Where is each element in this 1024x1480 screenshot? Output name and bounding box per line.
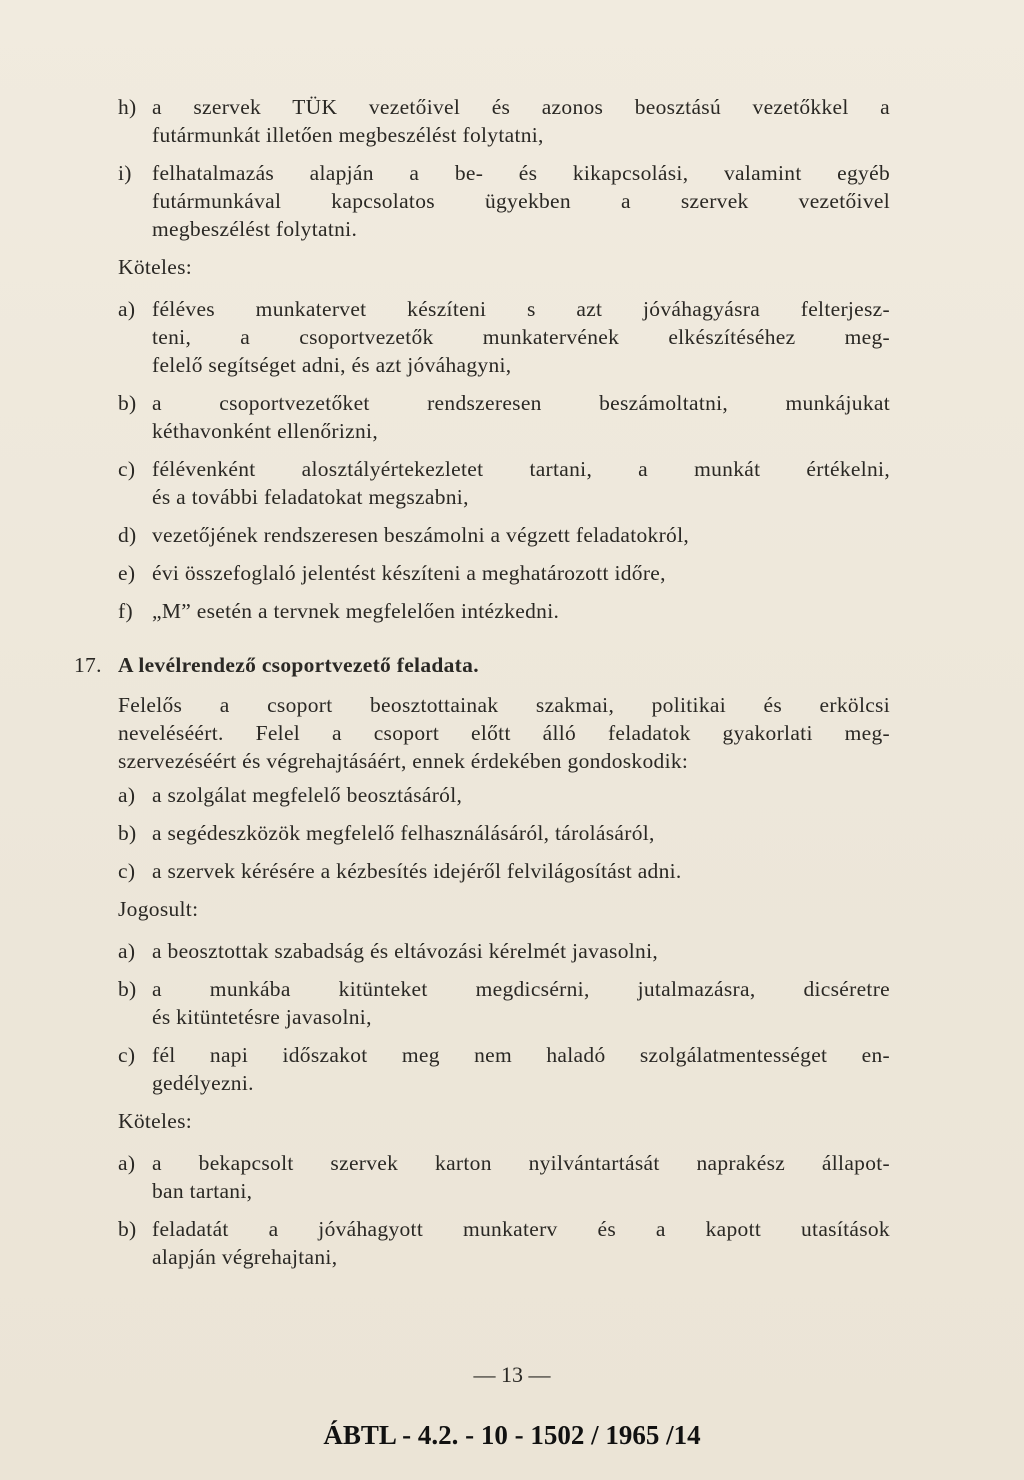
- section-number: 17.: [74, 653, 102, 677]
- list-item-marker: a): [118, 1151, 136, 1175]
- list-jogosult: [118, 937, 890, 1097]
- list-item-text: [152, 1041, 890, 1097]
- list-item-text: [152, 295, 890, 379]
- text-line: évi összefoglaló jelentést készíteni a meghatározott időre,: [152, 561, 666, 585]
- list-item-text: [152, 521, 890, 549]
- list-item-marker: c): [118, 1043, 136, 1067]
- text-line: a szervek kérésére a kézbesítés idejéről felvilágosítást adni.: [152, 859, 682, 883]
- text-line: felhatalmazás alapján a be- és kikapcsolási, valamint egyéb: [152, 161, 890, 185]
- text-line: a munkába kitünteket megdicsérni, jutalmazásra, dicséretre: [152, 977, 890, 1001]
- list-item-marker: a): [118, 783, 136, 807]
- list-item-marker: a): [118, 297, 136, 321]
- koteles-label-2: Köteles:: [118, 1109, 193, 1133]
- text-line: „M” esetén a tervnek megfelelően intézkedni.: [152, 599, 560, 623]
- text-line: a szolgálat megfelelő beosztásáról,: [152, 783, 463, 807]
- list-item-marker: d): [118, 523, 137, 547]
- list-item: [118, 1215, 890, 1271]
- text-line: és a további feladatokat megszabni,: [152, 485, 469, 509]
- text-line: ban tartani,: [152, 1179, 253, 1203]
- page-number: — 13 —: [473, 1362, 551, 1387]
- text-line: feladatát a jóváhagyott munkaterv és a kapott utasítások: [152, 1217, 890, 1241]
- text-line: futármunkát illetően megbeszélést folytatni,: [152, 123, 544, 147]
- list-item: [118, 937, 890, 965]
- list-item-marker: b): [118, 1217, 137, 1241]
- list-item-text: [152, 1215, 890, 1271]
- list-item: [118, 597, 890, 625]
- list-item-marker: a): [118, 939, 136, 963]
- list-item: [118, 819, 890, 847]
- jogosult-label: Jogosult:: [118, 897, 199, 921]
- list-item-text: [152, 857, 890, 885]
- list-item-marker: e): [118, 561, 136, 585]
- section-title: A levélrendező csoportvezető feladata.: [118, 653, 479, 677]
- text-line: gedélyezni.: [152, 1071, 254, 1095]
- list-item: [118, 1041, 890, 1097]
- text-line: szervezéséért és végrehajtásáért, ennek érdekében gondoskodik:: [118, 749, 689, 773]
- text-line: vezetőjének rendszeresen beszámolni a végzett feladatokról,: [152, 523, 690, 547]
- list-item: [118, 455, 890, 511]
- text-line: Felelős a csoport beosztottainak szakmai, politikai és erkölcsi: [118, 693, 890, 717]
- text-line: a csoportvezetőket rendszeresen beszámoltatni, munkájukat: [152, 391, 890, 415]
- list-item: [118, 559, 890, 587]
- text-line: féléves munkatervet készíteni s azt jóváhagyásra felterjesz-: [152, 297, 890, 321]
- text-line: felelő segítséget adni, és azt jóváhagyni,: [152, 353, 512, 377]
- page-content: [74, 93, 890, 1281]
- list-item: [118, 159, 890, 243]
- text-line: a szervek TÜK vezetőivel és azonos beosztású vezetőkkel a: [152, 95, 890, 119]
- list-item-marker: b): [118, 977, 137, 1001]
- list-item-text: [152, 159, 890, 243]
- koteles-label: Köteles:: [118, 255, 193, 279]
- list-item: [118, 975, 890, 1031]
- list-item: [118, 857, 890, 885]
- list-item: [118, 389, 890, 445]
- list-top: [118, 93, 890, 243]
- list-item: [118, 781, 890, 809]
- archive-reference: ÁBTL - 4.2. - 10 - 1502 / 1965 /14: [323, 1420, 701, 1450]
- list-item-text: [152, 975, 890, 1031]
- text-line: teni, a csoportvezetők munkatervének elkészítéséhez meg-: [152, 325, 890, 349]
- list-item: [118, 295, 890, 379]
- text-line: a bekapcsolt szervek karton nyilvántartását naprakész állapot-: [152, 1151, 890, 1175]
- section-heading: [74, 651, 890, 679]
- list-koteles: [118, 295, 890, 625]
- list-item-marker: f): [118, 599, 133, 623]
- list-item-marker: c): [118, 457, 136, 481]
- list-item-text: [152, 455, 890, 511]
- text-line: futármunkával kapcsolatos ügyekben a szervek vezetőivel: [152, 189, 890, 213]
- text-line: megbeszélést folytatni.: [152, 217, 358, 241]
- list-item-text: [152, 819, 890, 847]
- list-item-marker: h): [118, 95, 137, 119]
- list-item-marker: c): [118, 859, 136, 883]
- list-item-text: [152, 1149, 890, 1205]
- list-gondoskodik: [118, 781, 890, 885]
- list-item-text: [152, 937, 890, 965]
- list-item: [118, 1149, 890, 1205]
- list-item-text: [152, 93, 890, 149]
- text-line: fél napi időszakot meg nem haladó szolgálatmentességet en-: [152, 1043, 890, 1067]
- list-item-text: [152, 597, 890, 625]
- text-line: félévenként alosztályértekezletet tartani, a munkát értékelni,: [152, 457, 890, 481]
- list-item: [118, 93, 890, 149]
- list-item-text: [152, 781, 890, 809]
- text-line: a segédeszközök megfelelő felhasználásáról, tárolásáról,: [152, 821, 655, 845]
- list-item-marker: i): [118, 161, 132, 185]
- text-line: neveléséért. Felel a csoport előtt álló feladatok gyakorlati meg-: [118, 721, 890, 745]
- list-item-marker: b): [118, 391, 137, 415]
- list-item-text: [152, 559, 890, 587]
- list-item-text: [152, 389, 890, 445]
- text-line: alapján végrehajtani,: [152, 1245, 338, 1269]
- text-line: kéthavonként ellenőrizni,: [152, 419, 379, 443]
- list-item-marker: b): [118, 821, 137, 845]
- section-intro: [118, 691, 890, 775]
- list-item: [118, 521, 890, 549]
- list-koteles-2: [118, 1149, 890, 1271]
- text-line: a beosztottak szabadság és eltávozási kérelmét javasolni,: [152, 939, 659, 963]
- text-line: és kitüntetésre javasolni,: [152, 1005, 372, 1029]
